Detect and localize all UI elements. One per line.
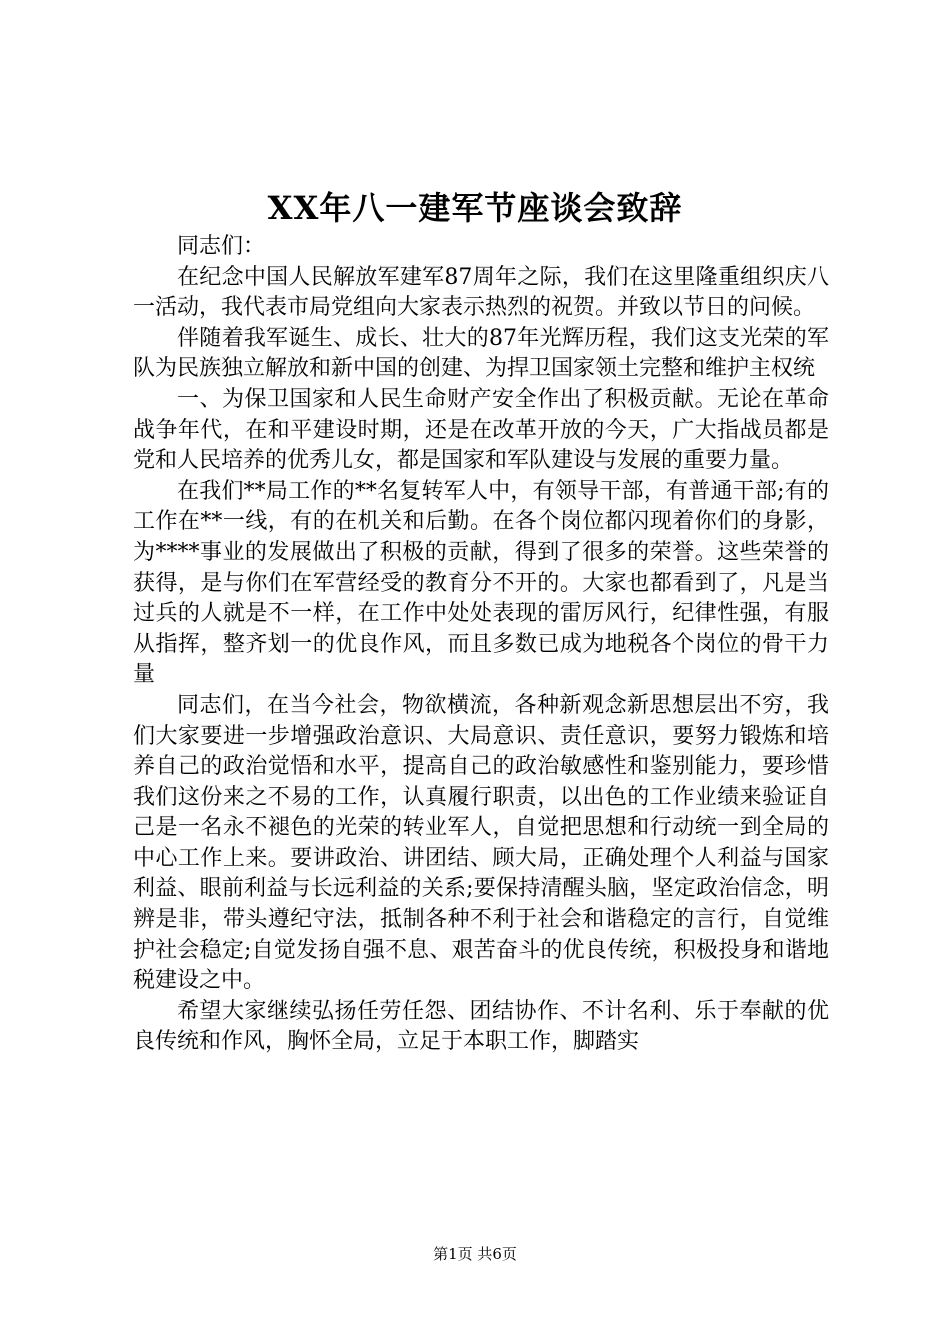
body-paragraph: 希望大家继续弘扬任劳任怨、团结协作、不计名利、乐于奉献的优良传统和作风，胸怀全局，立足于本职工作，脚踏实 xyxy=(133,998,829,1055)
document-title: XX年八一建军节座谈会致辞 xyxy=(267,189,683,227)
body-paragraph: 在纪念中国人民解放军建军87周年之际，我们在这里隆重组织庆八一活动，我代表市局党组向大家表示热烈的祝贺。并致以节日的问候。 xyxy=(133,264,829,321)
body-paragraph: 在我们**局工作的**名复转军人中，有领导干部，有普通干部;有的工作在**一线，有的在机关和后勤。在各个岗位都闪现着你们的身影，为****事业的发展做出了积极的贡献，得到了很多的荣誉。这些荣誉的获得，是与你们在军营经受的教育分不开的。大家也都看到了，凡是当过兵的人就是不一样，在工作中处处表现的雷厉风行，纪律性强，有服从指挥，整齐划一的优良作风，而且多数已成为地税各个岗位的骨干力量 xyxy=(133,478,829,688)
page-number-footer: 第1页 共6页 xyxy=(433,1245,517,1263)
document-body xyxy=(133,232,829,1058)
body-paragraph: 一、为保卫国家和人民生命财产安全作出了积极贡献。无论在革命战争年代，在和平建设时期，还是在改革开放的今天，广大指战员都是党和人民培养的优秀儿女，都是国家和军队建设与发展的重要力量。 xyxy=(133,386,829,474)
body-paragraph: 同志们，在当今社会，物欲横流，各种新观念新思想层出不穷，我们大家要进一步增强政治意识、大局意识、责任意识，要努力锻炼和培养自己的政治觉悟和水平，提高自己的政治敏感性和鉴别能力，要珍惜我们这份来之不易的工作，认真履行职责，以出色的工作业绩来验证自己是一名永不褪色的光荣的转业军人，自觉把思想和行动统一到全局的中心工作上来。要讲政治、讲团结、顾大局，正确处理个人利益与国家利益、眼前利益与长远利益的关系;要保持清醒头脑，坚定政治信念，明辨是非，带头遵纪守法，抵制各种不利于社会和谐稳定的言行，自觉维护社会稳定;自觉发扬自强不息、艰苦奋斗的优良传统，积极投身和谐地税建设之中。 xyxy=(133,692,829,994)
body-paragraph: 伴随着我军诞生、成长、壮大的87年光辉历程，我们这支光荣的军队为民族独立解放和新中国的创建、为捍卫国家领土完整和维护主权统 xyxy=(133,325,829,382)
salutation-paragraph: 同志们： xyxy=(177,234,266,259)
